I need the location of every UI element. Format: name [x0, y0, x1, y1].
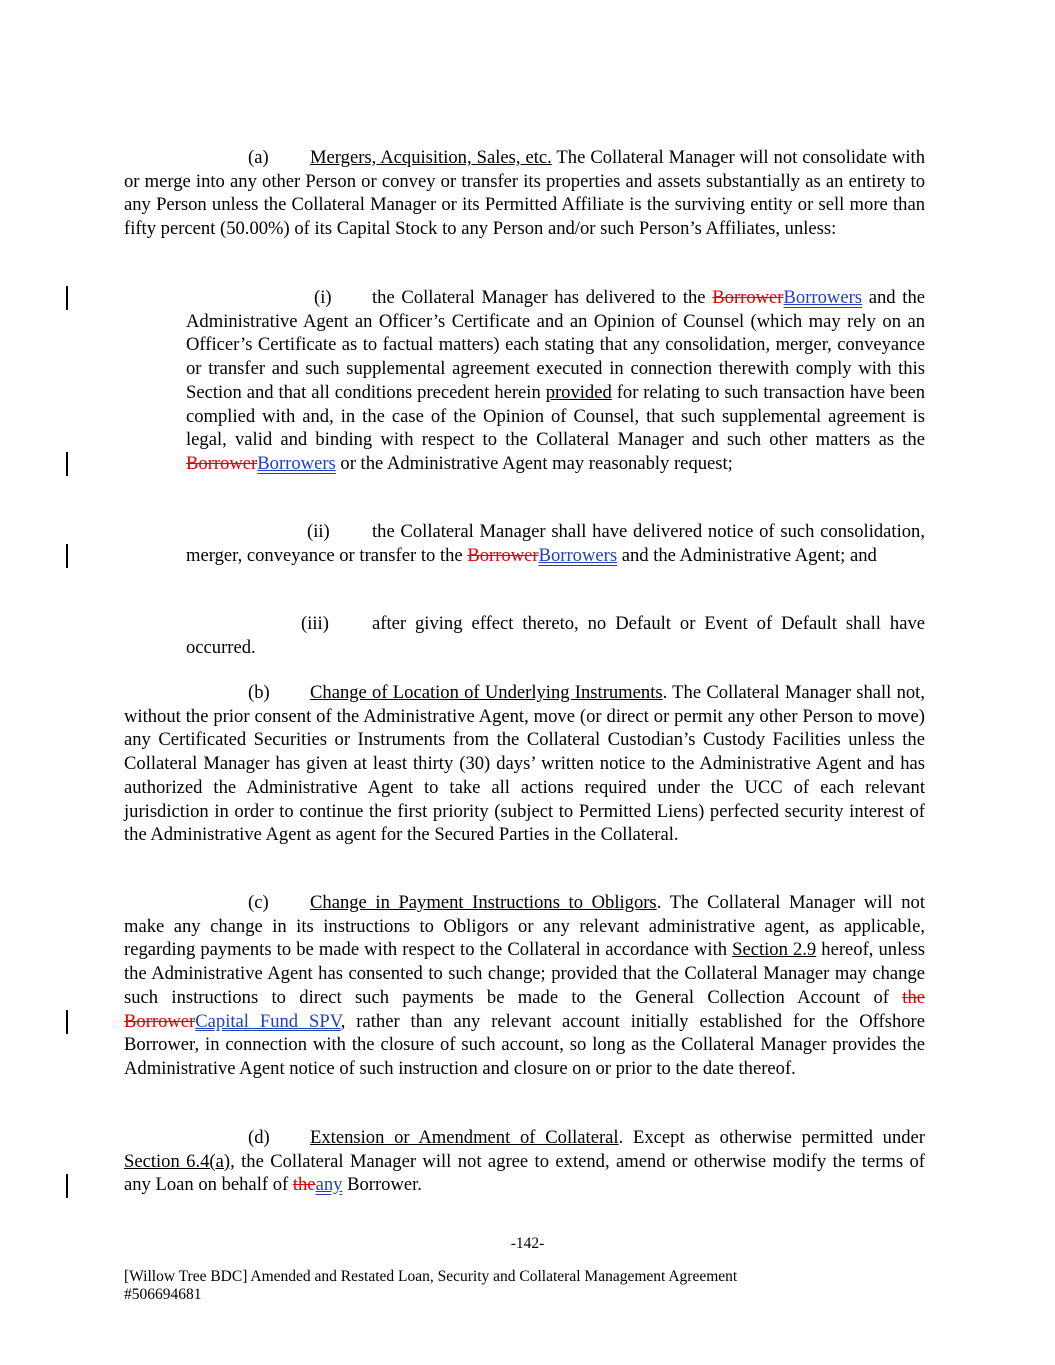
section-d-text: , the Collateral Manager will not agree to extend, amend or otherwise modify the terms of any Loan on behalf of — [124, 1150, 925, 1196]
section-c-label: (c) — [248, 892, 269, 913]
clause-i-text: or the Administrative Agent may reasonably request; — [335, 452, 733, 474]
section-c-heading: Change in Payment Instructions to Obligors — [310, 892, 657, 913]
inserted-text: Borrowers — [538, 544, 618, 566]
section-d-label: (d) — [248, 1127, 270, 1148]
section-d-text: . Except as otherwise permitted under — [618, 1127, 925, 1148]
clause-i-text: for relating to such transaction have been complied with and, in the case of the Opinion of Counsel, that such supplemental agreement is legal, valid and binding with respect to the Collateral Manager and such other matters as the — [186, 381, 925, 451]
clause-ii-label: (ii) — [307, 521, 330, 542]
section-b — [124, 681, 925, 847]
change-bar — [66, 544, 68, 568]
section-b-heading: Change of Location of Underlying Instruments — [310, 682, 663, 703]
page-number: -142- — [510, 1235, 545, 1252]
section-c-text: , rather than any relevant account initially established for the Offshore Borrower, in connection with the closure of such account, so long as the Collateral Manager provides the Administrative Agent notice of such instruction and closure on or prior to the date thereof. — [124, 1010, 925, 1079]
footer-title: [Willow Tree BDC] Amended and Restated Loan, Security and Collateral Management Agreement — [124, 1268, 738, 1285]
section-d — [124, 1126, 925, 1197]
change-bar — [66, 452, 68, 476]
provided-term: provided — [545, 381, 612, 403]
deleted-text: the — [292, 1174, 316, 1196]
clause-ii-text: the Collateral Manager shall have delivered notice of such consolidation, merger, conveyance or transfer to the — [186, 521, 925, 566]
section-b-text: . The Collateral Manager shall not, without the prior consent of the Administrative Agent, move (or direct or permit any other Person to move) any Certificated Securities or Instruments from the Collateral Custodian’s Custody Facilities unless the Collateral Manager has given at least thirty (30) days’ written notice to the Administrative Agent and has authorized the Administrative Agent to take all actions required under the UCC of each relevant jurisdiction in order to continue the first priority (subject to Permitted Liens) perfected security interest of the Administrative Agent as agent for the Secured Parties in the Collateral. — [124, 682, 925, 846]
inserted-text: Borrowers — [783, 287, 863, 308]
deleted-text: the Borrower — [124, 986, 925, 1032]
inserted-text: Capital Fund SPV — [195, 1010, 341, 1032]
section-reference: Section 6.4(a) — [124, 1150, 231, 1172]
clause-i-text: and the Administrative Agent an Officer’s Certificate and an Opinion of Counsel (which may rely on an Officer’s Certificate as to factual matters) each stating that any consolidation, merger, conveyance or transfer and such supplemental agreement executed in connection therewith comply with this Section and that all conditions precedent herein — [186, 287, 926, 403]
clause-iii-label: (iii) — [301, 613, 329, 634]
clause-ii-text: and the Administrative Agent; and — [617, 544, 877, 566]
section-a-heading: Mergers, Acquisition, Sales, etc. — [310, 147, 552, 168]
section-a — [124, 146, 925, 241]
section-d-text: Borrower. — [342, 1174, 422, 1196]
footer-doc-id: #506694681 — [124, 1286, 202, 1303]
change-bar — [66, 1010, 68, 1034]
inserted-text: Borrowers — [257, 452, 336, 474]
clause-i — [186, 286, 925, 476]
inserted-text: any — [315, 1174, 343, 1196]
section-d-heading: Extension or Amendment of Collateral — [310, 1127, 619, 1148]
section-c-text: hereof, unless the Administrative Agent has consented to such change; provided that the Collateral Manager may change such instructions to direct such payments be made to the General Collection Account of — [124, 939, 925, 1008]
change-bar — [66, 1174, 68, 1198]
section-a-text: The Collateral Manager will not consolidate with or merge into any other Person or convey or transfer its properties and assets substantially as an entirety to any Person unless the Collateral Manager or its Permitted Affiliate is the surviving entity or sell more than fifty percent (50.00%) of its Capital Stock to any Person and/or such Person’s Affiliates, unless: — [124, 147, 925, 240]
section-b-label: (b) — [248, 682, 270, 703]
clause-i-label: (i) — [314, 287, 332, 308]
deleted-text: Borrower — [186, 452, 258, 474]
deleted-text: Borrower — [467, 544, 539, 566]
clause-iii-text: after giving effect thereto, no Default or Event of Default shall have occurred. — [186, 613, 925, 658]
deleted-text: Borrower — [712, 287, 784, 308]
section-c — [124, 891, 925, 1081]
change-bar — [66, 286, 68, 310]
clause-i-text: the Collateral Manager has delivered to the — [372, 287, 713, 308]
clause-ii — [186, 520, 925, 567]
section-c-text: . The Collateral Manager will not make any change in its instructions to Obligors or any relevant administrative agent, as applicable, regarding payments to be made with respect to the Collateral in accordance with — [124, 892, 925, 961]
section-a-label: (a) — [248, 147, 269, 168]
clause-iii — [186, 612, 925, 659]
section-reference: Section 2.9 — [732, 939, 817, 961]
